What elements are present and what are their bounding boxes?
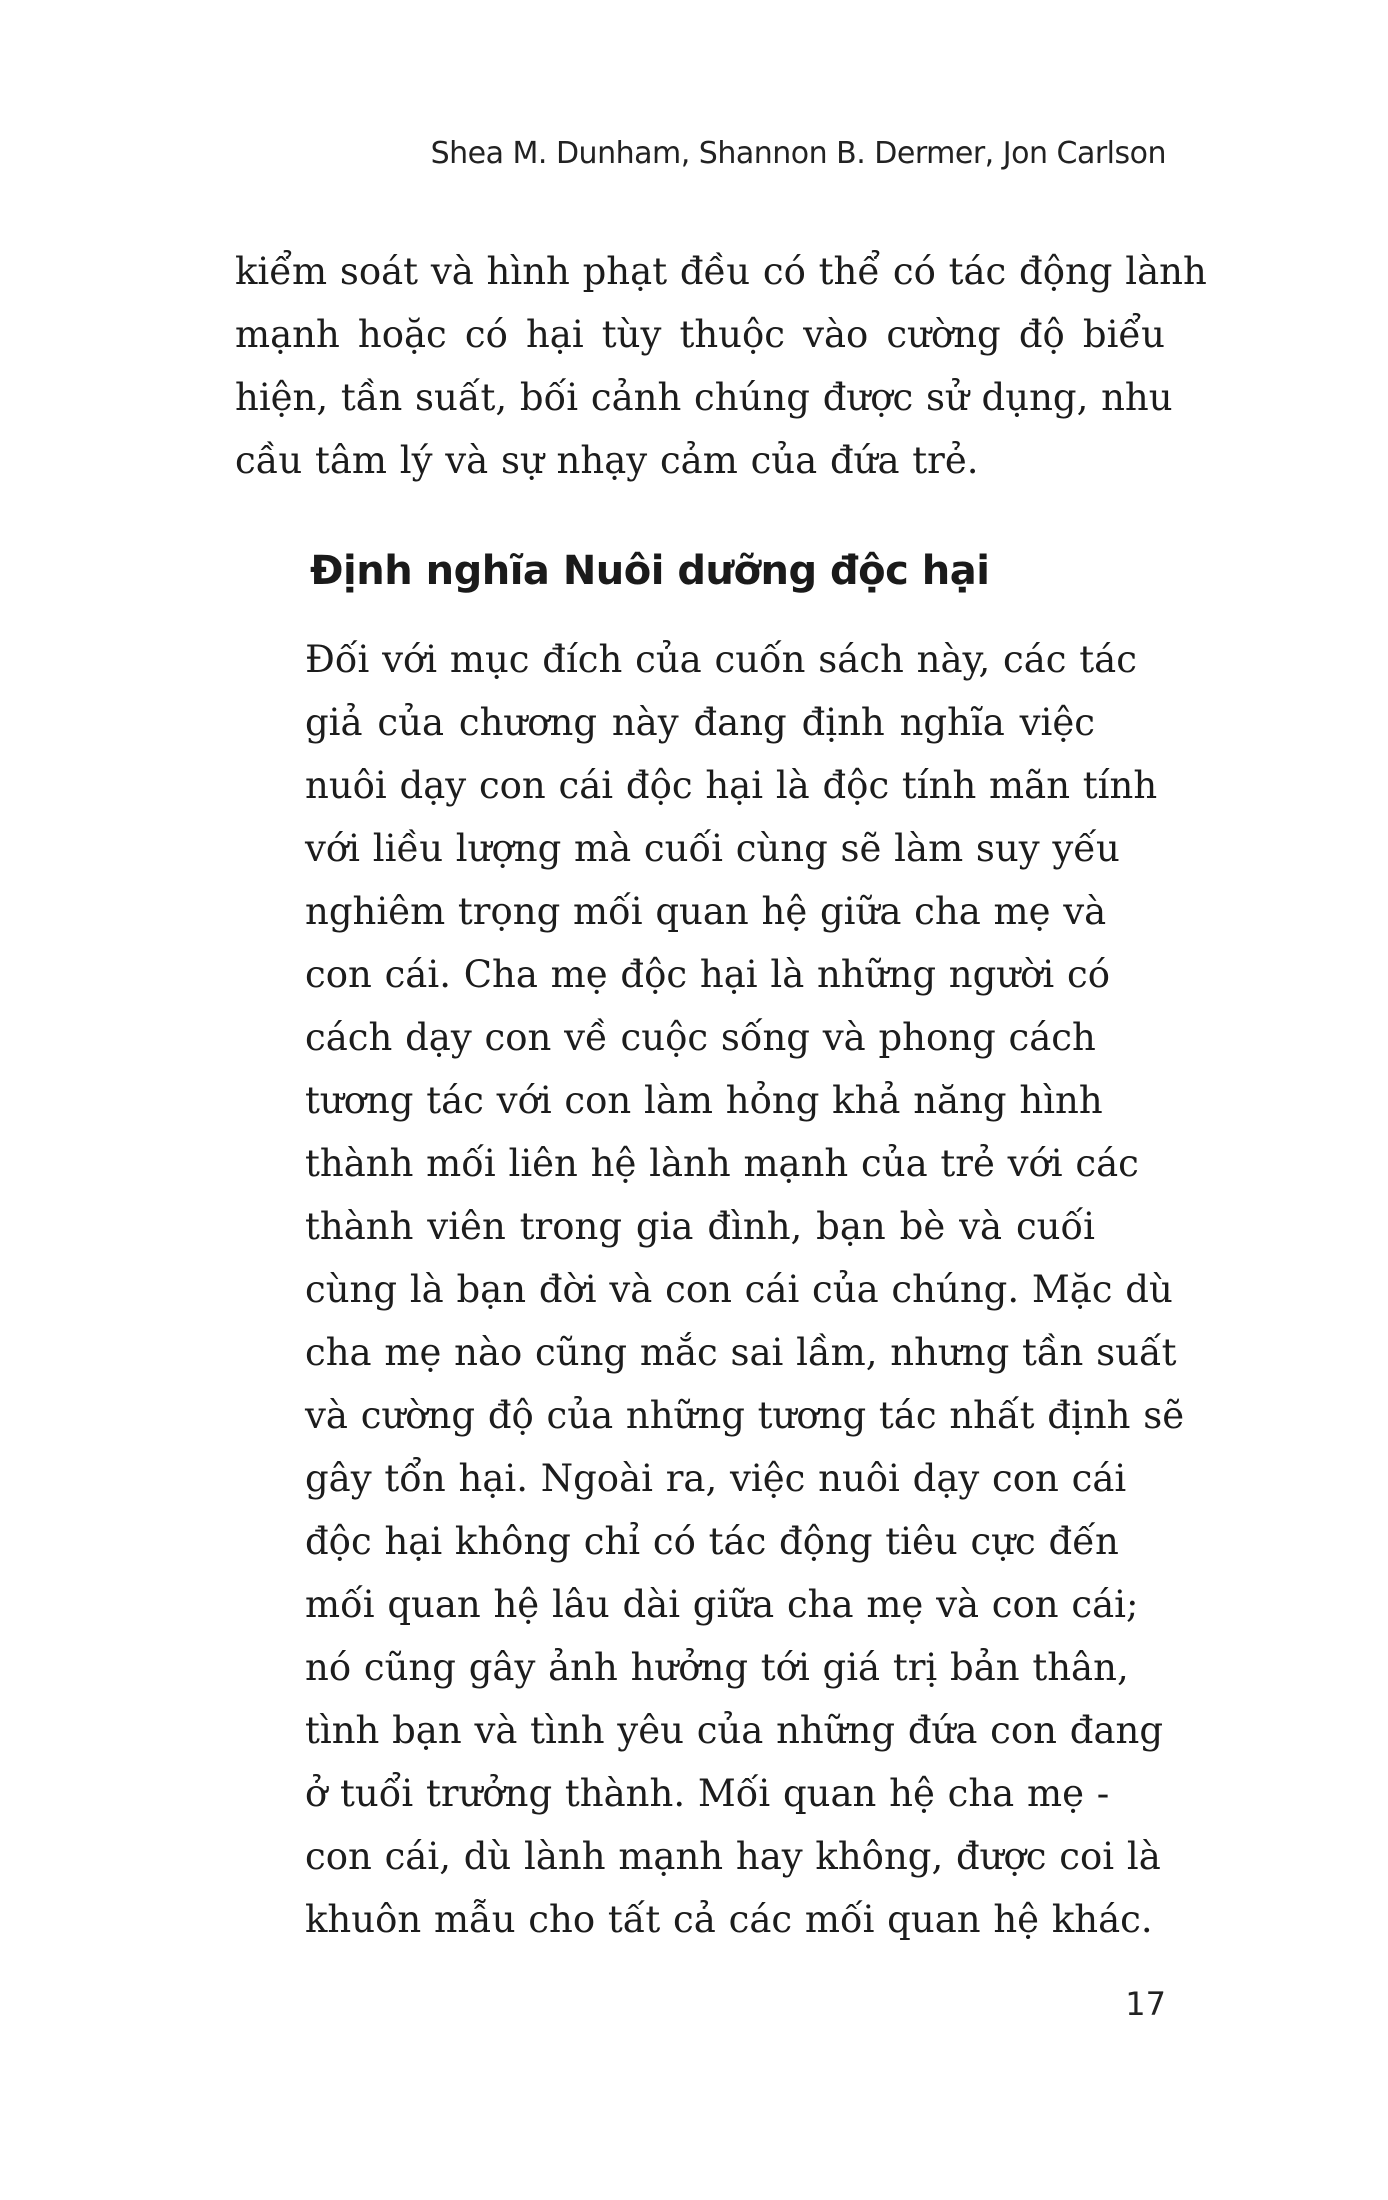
text-line: giả của chương này đang định nghĩa việc	[305, 701, 1095, 744]
text-line: độc hại không chỉ có tác động tiêu cực đến	[305, 1520, 1119, 1563]
text-line: tình bạn và tình yêu của những đứa con đang	[305, 1709, 1164, 1752]
text-line: cùng là bạn đời và con cái của chúng. Mặc dù	[305, 1268, 1173, 1311]
section-heading: Định nghĩa Nuôi dưỡng độc hại	[310, 548, 990, 594]
text-line: hiện, tần suất, bối cảnh chúng được sử dụng, nhu	[235, 376, 1173, 419]
text-line: mạnh hoặc có hại tùy thuộc vào cường độ biểu	[235, 313, 1165, 356]
running-header-authors: Shea M. Dunham, Shannon B. Dermer, Jon Carlson	[430, 136, 1166, 171]
text-line: gây tổn hại. Ngoài ra, việc nuôi dạy con cái	[305, 1457, 1127, 1500]
text-line: nuôi dạy con cái độc hại là độc tính mãn tính	[305, 764, 1158, 807]
page-number: 17	[1125, 1985, 1166, 2023]
text-line: Đối với mục đích của cuốn sách này, các tác	[305, 638, 1137, 681]
text-line: mối quan hệ lâu dài giữa cha mẹ và con cái;	[305, 1583, 1139, 1626]
text-line: con cái, dù lành mạnh hay không, được coi là	[305, 1835, 1161, 1878]
text-line: con cái. Cha mẹ độc hại là những người có	[305, 953, 1110, 996]
text-line: kiểm soát và hình phạt đều có thể có tác động lành	[235, 250, 1207, 293]
text-line: cầu tâm lý và sự nhạy cảm của đứa trẻ.	[235, 439, 979, 482]
text-line: với liều lượng mà cuối cùng sẽ làm suy yếu	[305, 827, 1120, 870]
lead-paragraph	[235, 240, 1207, 492]
body-paragraph	[305, 628, 1185, 1951]
text-line: ở tuổi trưởng thành. Mối quan hệ cha mẹ -	[305, 1772, 1110, 1815]
text-line: nghiêm trọng mối quan hệ giữa cha mẹ và	[305, 890, 1107, 933]
text-line: thành viên trong gia đình, bạn bè và cuối	[305, 1205, 1095, 1248]
text-line: thành mối liên hệ lành mạnh của trẻ với các	[305, 1142, 1139, 1185]
text-line: khuôn mẫu cho tất cả các mối quan hệ khác.	[305, 1898, 1153, 1941]
text-line: cách dạy con về cuộc sống và phong cách	[305, 1016, 1096, 1059]
text-line: cha mẹ nào cũng mắc sai lầm, nhưng tần suất	[305, 1331, 1177, 1374]
text-line: tương tác với con làm hỏng khả năng hình	[305, 1079, 1103, 1122]
text-line: và cường độ của những tương tác nhất định sẽ	[305, 1394, 1185, 1437]
text-line: nó cũng gây ảnh hưởng tới giá trị bản thân,	[305, 1646, 1129, 1689]
